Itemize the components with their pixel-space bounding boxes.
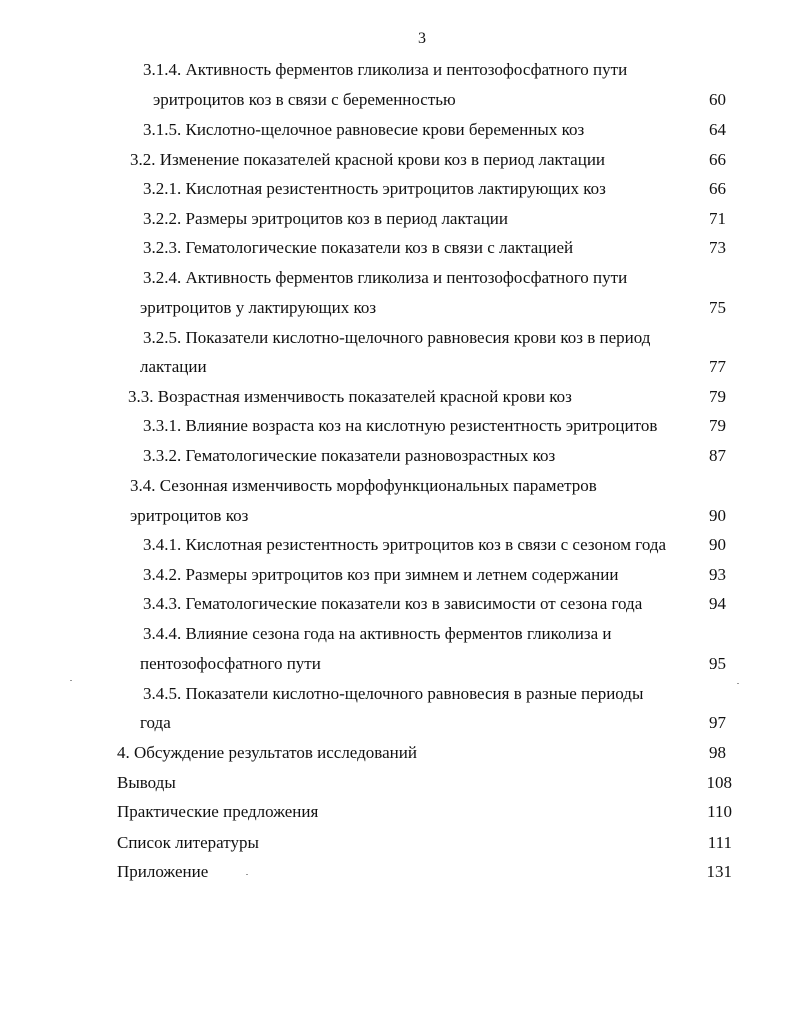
- toc-entry-3-2-2: 3.2.2. Размеры эритроцитов коз в период лактации: [143, 209, 508, 228]
- toc-entry-3-4-3: 3.4.3. Гематологические показатели коз в зависимости от сезона года: [143, 594, 643, 613]
- toc-page-3-4: 90: [709, 506, 726, 525]
- toc-entry-4: 4. Обсуждение результатов исследований: [117, 743, 417, 762]
- toc-entry-appendix: Приложение: [117, 862, 209, 881]
- toc-page-3-2-4: 75: [709, 298, 726, 317]
- toc-entry-3-4-5-line1: 3.4.5. Показатели кислотно-щелочного равновесия в разные периоды: [143, 684, 644, 703]
- toc-entry-3-2-5-line2: лактации: [140, 357, 207, 376]
- page-number: 3: [418, 30, 426, 47]
- toc-entry-3-2-1: 3.2.1. Кислотная резистентность эритроцитов лактирующих коз: [143, 179, 606, 198]
- toc-entry-3-2-4-line1: 3.2.4. Активность ферментов гликолиза и пентозофосфатного пути: [143, 268, 628, 287]
- toc-entry-3-1-4-line2: эритроцитов коз в связи с беременностью: [153, 90, 456, 109]
- toc-page-3-4-5: 97: [709, 713, 726, 732]
- toc-entry-3-4-1: 3.4.1. Кислотная резистентность эритроцитов коз в связи с сезоном года: [143, 535, 667, 554]
- scan-speck: [737, 683, 739, 684]
- toc-page-references: 111: [707, 833, 732, 852]
- toc-entry-3-3: 3.3. Возрастная изменчивость показателей красной крови коз: [128, 387, 572, 406]
- toc-entry-3-1-4-line1: 3.1.4. Активность ферментов гликолиза и пентозофосфатного пути: [143, 60, 628, 79]
- toc-entry-3-2-5-line1: 3.2.5. Показатели кислотно-щелочного равновесия крови коз в период: [143, 328, 651, 347]
- scan-speck: [70, 680, 72, 681]
- toc-page-3-2-5: 77: [709, 357, 726, 376]
- toc-page-3-2: 66: [709, 150, 726, 169]
- toc-page-3-1-5: 64: [709, 120, 726, 139]
- toc-page-3-3-2: 87: [709, 446, 726, 465]
- toc-page-3-2-2: 71: [709, 209, 726, 228]
- toc-entry-3-2: 3.2. Изменение показателей красной крови коз в период лактации: [130, 150, 606, 169]
- toc-page-3-3: 79: [709, 387, 726, 406]
- toc-entry-3-2-4-line2: эритроцитов у лактирующих коз: [140, 298, 377, 317]
- toc-entry-3-4-5-line2: года: [140, 713, 171, 732]
- toc-entry-3-1-5: 3.1.5. Кислотно-щелочное равновесие крови беременных коз: [143, 120, 585, 139]
- toc-page-3-2-3: 73: [709, 238, 726, 257]
- toc-page-3-4-2: 93: [709, 565, 726, 584]
- toc-page-conclusions: 108: [706, 773, 732, 792]
- toc-entry-3-3-1: 3.3.1. Влияние возраста коз на кислотную резистентность эритроцитов: [143, 416, 658, 435]
- toc-entry-3-2-3: 3.2.3. Гематологические показатели коз в связи с лактацией: [143, 238, 574, 257]
- toc-entry-3-4-line1: 3.4. Сезонная изменчивость морфофункциональных параметров: [130, 476, 597, 495]
- toc-page-3-4-1: 90: [709, 535, 726, 554]
- toc-page-practical-suggestions: 110: [707, 802, 732, 821]
- toc-entry-conclusions: Выводы: [117, 773, 176, 792]
- toc-entry-3-4-4-line2: пентозофосфатного пути: [140, 654, 321, 673]
- toc-page-4: 98: [709, 743, 726, 762]
- toc-page-3-4-3: 94: [709, 594, 726, 613]
- toc-entry-3-4-line2: эритроцитов коз: [130, 506, 249, 525]
- toc-page-3-4-4: 95: [709, 654, 726, 673]
- toc-page-3-3-1: 79: [709, 416, 726, 435]
- scan-speck: [246, 874, 248, 875]
- toc-entry-3-3-2: 3.3.2. Гематологические показатели разновозрастных коз: [143, 446, 556, 465]
- toc-entry-practical-suggestions: Практические предложения: [117, 802, 319, 821]
- toc-entry-3-4-2: 3.4.2. Размеры эритроцитов коз при зимнем и летнем содержании: [143, 565, 619, 584]
- toc-entry-references: Список литературы: [117, 833, 259, 852]
- toc-page-appendix: 131: [706, 862, 732, 881]
- toc-page-3-2-1: 66: [709, 179, 726, 198]
- toc-page-3-1-4: 60: [709, 90, 726, 109]
- toc-entry-3-4-4-line1: 3.4.4. Влияние сезона года на активность ферментов гликолиза и: [143, 624, 612, 643]
